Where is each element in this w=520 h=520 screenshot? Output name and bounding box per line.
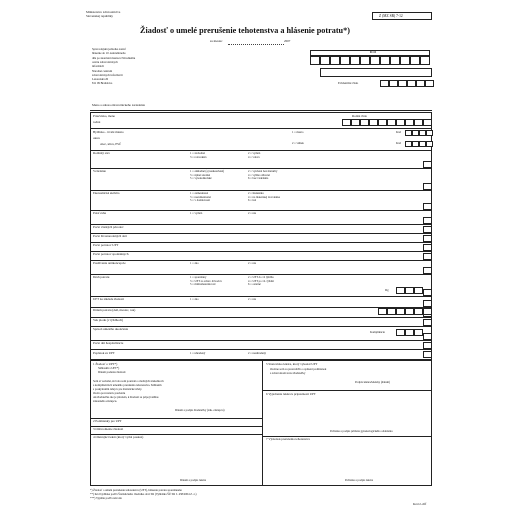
za-mesiac-label: za mesiac [210,39,223,43]
sender-line: Národné centrum [92,68,113,73]
row-divider [90,128,432,129]
row-label: Vzdelanie [93,169,106,173]
answer-cell[interactable] [423,161,432,168]
row-option: 3 = nezamestnaná [190,194,211,199]
evid-cell[interactable] [398,80,407,87]
answer-cell[interactable] [423,342,432,349]
row-option: 1 = slobodná [190,151,205,155]
row-option: 3 = úplné stredné [190,172,211,177]
row-divider [90,150,432,151]
rodne-cislo-cell[interactable] [351,119,360,126]
dg-cell[interactable] [396,287,405,294]
ico-cell[interactable] [420,56,430,65]
answer-cell[interactable] [423,253,432,260]
bydlisko-label: Bydlisko - trvalé miesto [93,130,124,134]
ico-cell[interactable] [360,56,370,65]
b7-sign: Pečiatka a podpis lekára [345,478,374,482]
rodne-cislo-cell[interactable] [369,119,378,126]
b3-title: 3 Odôvodnenie žiadosti [93,427,124,431]
rodne-cislo-label: Rodné číslo [352,114,368,118]
b1-text: zákonného zástupcu. [93,399,118,403]
row-option: 6 = iná [248,198,257,203]
name-label: Priezvisko, meno [93,114,116,118]
b5-sign: Podpis lekára/lekárky (dátum) [355,380,390,384]
ico-cell[interactable] [400,56,410,65]
rodne-cislo-cell[interactable] [396,119,405,126]
id-box[interactable] [320,68,432,77]
b1-line: Súhlasím s UPT*) [98,366,120,370]
datum-cell[interactable] [414,308,423,315]
rodne-cislo-cell[interactable] [360,119,369,126]
ico-cell[interactable] [330,56,340,65]
row-divider [90,260,432,261]
ico-cell[interactable] [370,56,380,65]
obvod-cell[interactable] [426,130,433,136]
row-label: Používanie antikoncepcie [93,261,126,265]
b6-title: 6 Vyjadrenie lekára k pripustnosti UPT [266,392,316,396]
obvod-cell[interactable] [419,141,426,147]
row-divider [90,349,432,350]
answer-cell[interactable] [423,333,432,340]
mesto-code: 1 = mesto [292,130,304,134]
ministry-country: Slovenskej republiky [86,14,114,18]
row-option: 1 = vydatá [190,211,203,215]
row-option: 6 = ostatné [248,282,261,287]
row-label: Dátum potratu (deň, mesiac, rok) [93,308,136,312]
kompl-cell[interactable] [405,329,414,336]
row-option: 2 = študentka [248,191,264,195]
b5-text: Osobne som sa presvedčila o splnení podmienok [270,367,327,371]
evid-label: Evidenčné číslo [338,81,359,85]
row-divider [90,326,432,327]
row-option: 2 = UPT do 12 týždňa [248,275,274,279]
row-option: 4 = na materskej dovolenke [248,194,280,199]
facility-heading: Meno a adresa zdravotníckeho zariadenia [92,103,145,107]
row-label: Poisťovňa [93,211,107,215]
b1-text: Osoba poverená k poučeniu [93,391,126,395]
row-label: Ekonomická aktivita [93,191,120,195]
datum-cell[interactable] [405,308,414,315]
b1-text: s poskytnutím údajov pre štatistické účely. [93,387,143,391]
row-label: Počet potratov UPT [93,243,119,247]
row-label: Rodinný stav [93,151,110,155]
rodne-cislo-cell[interactable] [423,119,432,126]
row-divider [90,317,432,318]
row-option: 5 = vysokoškolské [190,176,212,181]
datum-cell[interactable] [396,308,405,315]
obvod-cell[interactable] [405,130,412,136]
row-option: 2 = nie [248,261,257,265]
obvod-cell[interactable] [412,141,419,147]
obec-label: obec, ulica, PSČ [100,142,122,146]
b-divider [262,390,432,391]
vidiek-code: 2 = vidiek [292,141,304,145]
row-label: UPT na základe žiadosti [93,297,125,301]
answer-cell[interactable] [423,217,432,224]
kompl-cell[interactable] [396,329,405,336]
year: 2007 [284,39,291,43]
evid-cell[interactable] [416,80,425,87]
b6-sign: Pečiatka a podpis primára gynekologického oddelenia [330,429,393,433]
ico-label: IČO [370,50,377,54]
b2-title: 2 Podmienky pre UPT [93,419,122,423]
b5-title: 5 Stanovisko lekára, ktorý vykonal UPT [266,362,318,366]
answer-cell[interactable] [423,300,432,307]
answer-cell[interactable] [423,267,432,274]
rodne-cislo-cell[interactable] [342,119,351,126]
answer-cell[interactable] [423,244,432,251]
row-option: 4 = UPT po 12. týždni [248,278,274,283]
page-code: Kód 2-ciff [413,502,427,506]
rodne-cislo-cell[interactable] [387,119,396,126]
obvod-cell[interactable] [419,130,426,136]
evid-cell[interactable] [425,80,434,87]
row-option: 1 = áno [190,297,199,301]
sender-line: 811 09 Bratislava [92,81,113,86]
answer-cell[interactable] [423,183,432,190]
poplatok-opt: 1 = uhradený [190,351,206,355]
row-label: Druh potratu [93,275,110,279]
obvod-cell[interactable] [426,141,433,147]
ico-cell[interactable] [380,56,390,65]
row-option: 1 = áno [190,261,199,265]
poplatok-opt: 2 = neuhradený [248,351,267,355]
footnote: ***) Vyplňte podľa návodu [90,496,122,500]
form-code: Z (MZ SR) 7-12 [379,13,403,18]
footnote: *) Žiadosť o umelé prerušenie tehotenstva (UPT), hlásenie potratu spontánneho [90,488,183,492]
okres-label: okres [93,136,100,140]
dg-cell[interactable] [414,287,423,294]
row-divider [90,251,432,252]
row-label: Počet živonarodených detí [93,234,127,238]
poplatok-label: Poplatok za UPT [93,351,115,355]
answer-cell[interactable] [423,351,432,358]
b1-text: Som si vedomá, že bola som poučená o možných následkoch [93,379,164,383]
footnote: **) Kód bydliska podľa Štatistického číselníka obcí SR (Vyhláška ŠÚ SR č. 438/2004 Z. z.) [90,492,197,496]
b1-text: a komplikáciách umelého prerušenia tehotenstva. Súhlasím [93,383,162,387]
row-label: Vek plodu (v týždňoch) [93,318,124,322]
row-label: Počet potratov spontánnych [93,252,129,256]
row-option: 2 = nie [248,211,257,215]
evid-cell[interactable] [380,80,389,87]
row-divider [90,233,432,234]
ico-cell[interactable] [350,56,360,65]
row-label: Počet všetkých pôrodov [93,225,124,229]
row-option: 5 = mimomaternicové [190,282,216,287]
row-label: Spôsob umelého ukončenia [93,327,129,331]
sender-line: zdravotníckych informácií [92,72,123,77]
row-option: 1 = základné (aj neukončené) [190,169,225,173]
rodne-cislo-cell[interactable] [405,119,414,126]
rodne-label: rodné [93,120,101,124]
ico-cell[interactable] [310,56,320,65]
b1-text: Ak žiadateľka nie je plnoletá, k žiadosti sa pripojí súhlas [93,395,159,399]
sender-line: hlásenie do 10. kalendárneho [92,51,126,56]
b4-sign: Dátum a podpis lekára [180,478,207,482]
statna-label: Kód [396,141,401,145]
answer-cell[interactable] [423,319,432,326]
ico-cell[interactable] [340,56,350,65]
row-option: 4 = vdova [248,154,260,159]
answer-cell[interactable] [423,235,432,242]
row-option: 2 = vydatá [248,151,261,155]
row-option: 6 = bez vzdelania [248,176,269,181]
row-option: 2 = nie [248,297,257,301]
row-divider [90,242,432,243]
komplikacie-label: Komplikácie [370,330,385,334]
sender-line: Spravodajská jednotka zaslať [92,47,126,51]
sender-line: Lazaretská 26 [92,77,109,82]
rodne-cislo-cell[interactable] [414,119,423,126]
b5-text: a zdravotnom stave žiadateľky [270,371,306,375]
answer-cell[interactable] [423,226,432,233]
obvod-label: Kód [396,130,401,134]
form-title: Žiadosť o umelé prerušenie tehotenstva a hlásenie potratu*) [140,26,350,35]
evid-cell[interactable] [389,80,398,87]
form-code-box [372,12,432,20]
sender-line: dňa po skončení mesiaca Národnému [92,55,136,60]
b4-title: 4 Ošetrujúci lekár (ktorý vydal poukaz) [93,435,144,439]
row-divider [90,224,432,225]
answer-cell[interactable] [423,289,432,296]
b1-title: 1 Žiadosť o UPT*) [93,362,118,366]
row-option: 3 = rozvedená [190,154,207,159]
row-divider [90,210,432,211]
answer-cell[interactable] [423,203,432,210]
kompl-cell[interactable] [414,329,423,336]
ico-cell[interactable] [410,56,420,65]
row-option: 1 = zamestnaná [190,191,209,195]
row-option: 4 = vyššie odborné [248,172,270,177]
row-divider [90,340,432,341]
sender-line: centru zdravotníckych [92,59,118,64]
obvod-cell[interactable] [405,141,412,147]
row-option: 1 = spontánny [190,275,207,279]
row-label: Počet dní hospitalizácie [93,341,124,345]
ico-cell[interactable] [390,56,400,65]
sender-line: informácií [92,64,105,69]
b7-title: 7 Výsledok prerušenia tehotenstva [266,437,310,441]
row-option: 2 = vyučená bez maturity [248,169,278,173]
rodne-cislo-cell[interactable] [378,119,387,126]
evid-cell[interactable] [407,80,416,87]
row-divider [90,296,432,297]
datum-cell[interactable] [387,308,396,315]
row-option: 5 = v domácnosti [190,198,211,203]
dg-label: Dg [385,288,389,292]
datum-cell[interactable] [423,308,432,315]
datum-cell[interactable] [378,308,387,315]
obvod-cell[interactable] [412,130,419,136]
b1-sign: Dátum a podpis žiadateľky (zák. zástupcu) [175,408,225,412]
b1-line: Dátum podania žiadosti [98,370,126,374]
ico-cell[interactable] [320,56,330,65]
ministry-name: Ministerstvo zdravotníctva [86,10,121,14]
row-option: 3 = UPT zo zdrav. dôvodov [190,278,222,283]
dg-cell[interactable] [405,287,414,294]
